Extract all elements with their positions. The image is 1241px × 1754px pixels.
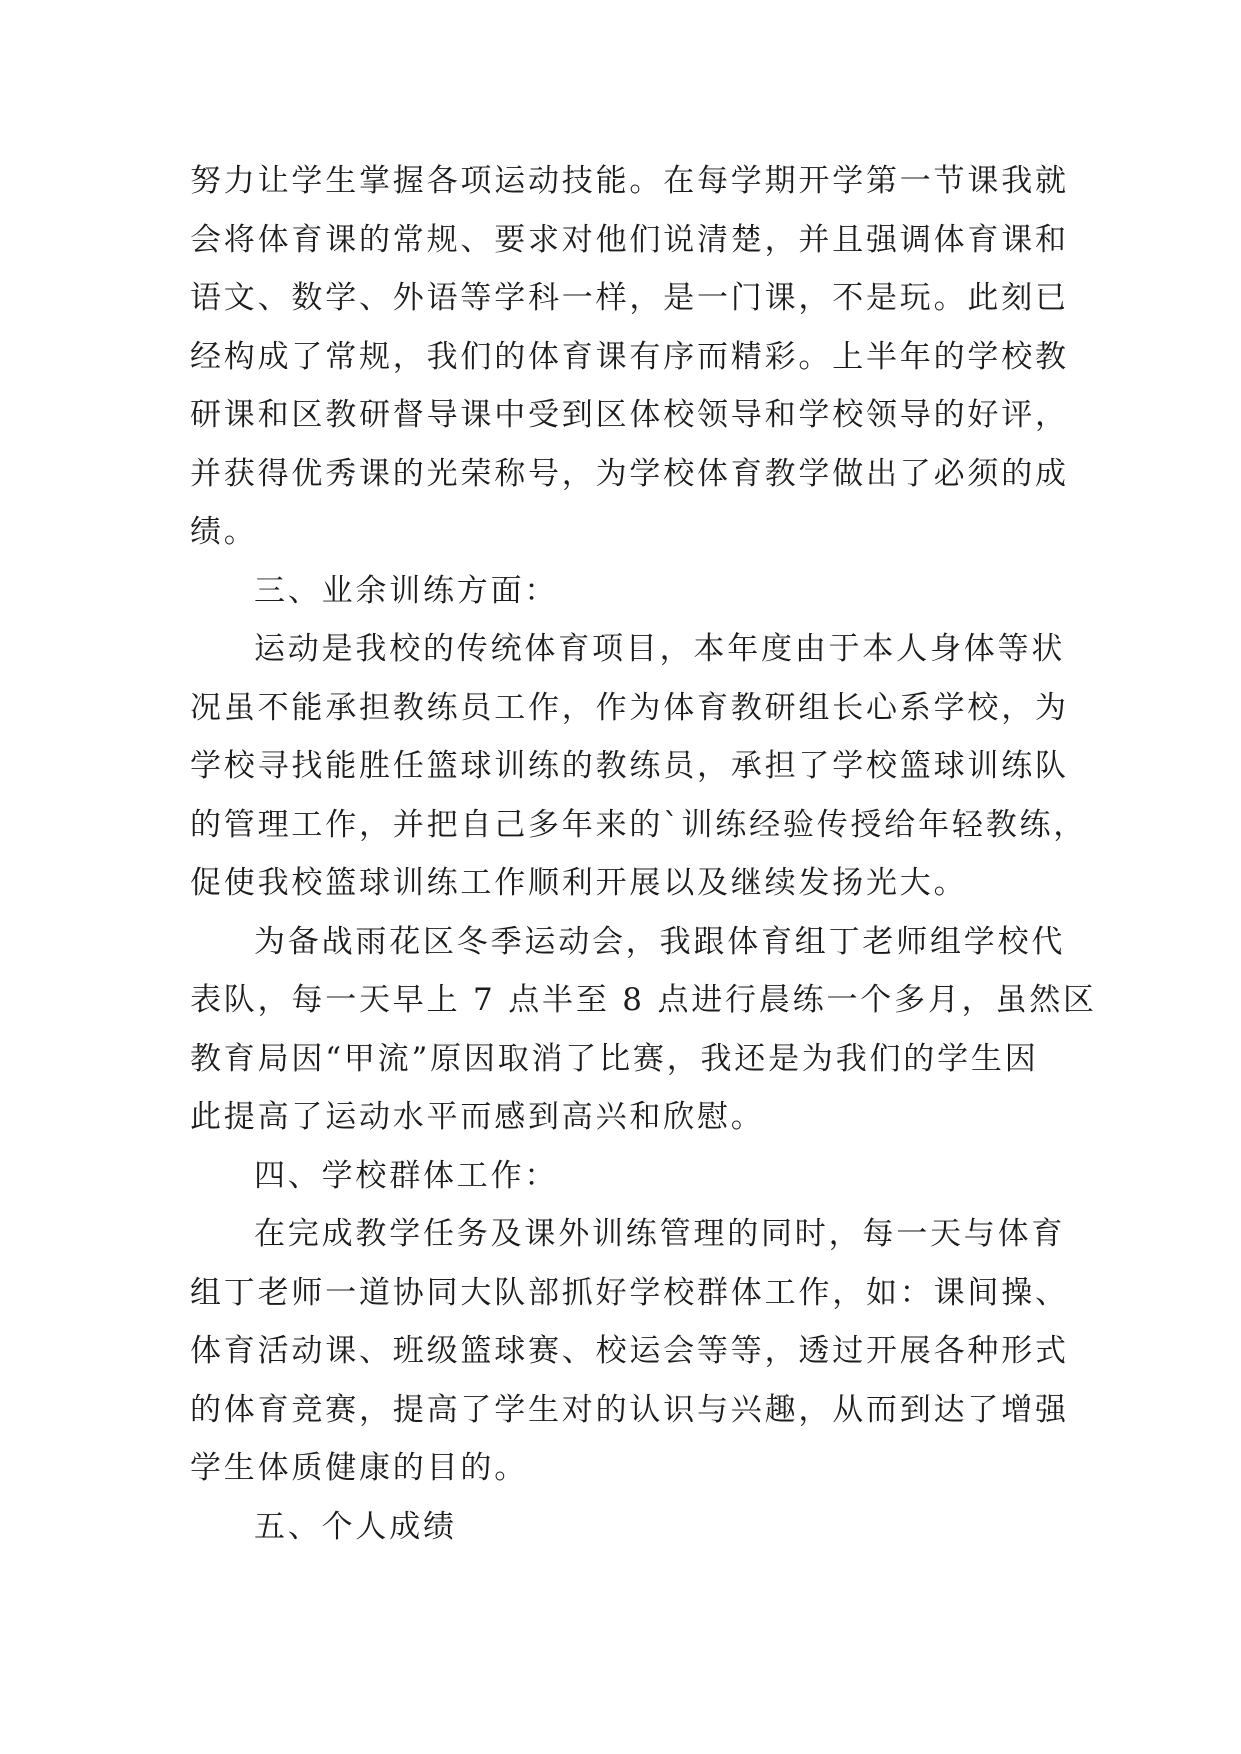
text-line: 学生体质健康的目的。 bbox=[190, 1450, 528, 1486]
text-line: 表队，每一天早上 7 点半至 8 点进行晨练一个多月，虽然区 bbox=[190, 982, 1097, 1018]
text-line: 研课和区教研督导课中受到区体校领导和学校领导的好评， bbox=[190, 397, 1069, 433]
text-line: 况虽不能承担教练员工作，作为体育教研组长心系学校，为 bbox=[190, 689, 1069, 726]
text-line: 并获得优秀课的光荣称号，为学校体育教学做出了必须的成 bbox=[190, 455, 1069, 492]
text-line: 体育活动课、班级篮球赛、校运会等等，透过开展各种形式 bbox=[190, 1333, 1069, 1369]
document-body bbox=[190, 152, 1097, 1556]
text-line: 努力让学生掌握各项运动技能。在每学期开学第一节课我就 bbox=[190, 163, 1069, 199]
section-heading-4: 四、学校群体工作： bbox=[254, 1157, 559, 1194]
text-line: 学校寻找能胜任篮球训练的教练员，承担了学校篮球训练队 bbox=[190, 748, 1069, 784]
text-line: 教育局因“甲流”原因取消了比赛，我还是为我们的学生因 bbox=[190, 1040, 1039, 1077]
text-line: 会将体育课的常规、要求对他们说清楚，并且强调体育课和 bbox=[190, 221, 1069, 258]
text-line: 的体育竞赛，提高了学生对的认识与兴趣，从而到达了增强 bbox=[190, 1391, 1069, 1428]
section-heading-3: 三、业余训练方面： bbox=[254, 572, 559, 609]
text-line: 运动是我校的传统体育项目，本年度由于本人身体等状 bbox=[254, 631, 1066, 667]
section-heading-5: 五、个人成绩 bbox=[254, 1508, 457, 1545]
text-line: 在完成教学任务及课外训练管理的同时，每一天与体育 bbox=[254, 1216, 1066, 1252]
text-line: 为备战雨花区冬季运动会，我跟体育组丁老师组学校代 bbox=[254, 923, 1066, 960]
text-line: 此提高了运动水平而感到高兴和欣慰。 bbox=[190, 1099, 765, 1135]
text-line: 促使我校篮球训练工作顺利开展以及继续发扬光大。 bbox=[190, 865, 968, 901]
text-line: 的管理工作，并把自己多年来的`训练经验传授给年轻教练， bbox=[190, 806, 1088, 843]
body-text bbox=[190, 152, 1097, 1556]
text-line: 组丁老师一道协同大队部抓好学校群体工作，如：课间操、 bbox=[190, 1274, 1069, 1311]
text-line: 语文、数学、外语等学科一样，是一门课，不是玩。此刻已 bbox=[190, 280, 1069, 316]
text-line: 绩。 bbox=[190, 514, 258, 550]
text-line: 经构成了常规，我们的体育课有序而精彩。上半年的学校教 bbox=[190, 338, 1069, 375]
